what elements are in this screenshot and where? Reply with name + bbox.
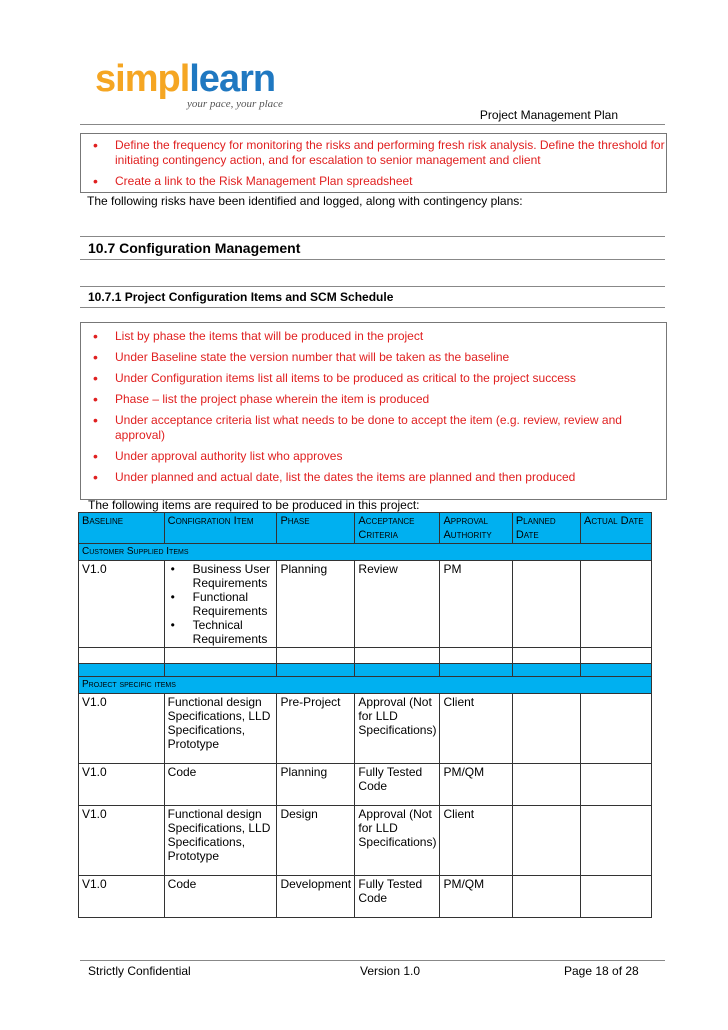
cell-planned-date bbox=[512, 694, 580, 764]
header-phase: Phase bbox=[277, 513, 355, 544]
cell-baseline: V1.0 bbox=[79, 561, 165, 648]
cell-authority: PM/QM bbox=[440, 876, 512, 918]
logo-simpl-text: simpl bbox=[95, 58, 190, 100]
cell-phase: Development bbox=[277, 876, 355, 918]
list-item: • Technical Requirements bbox=[168, 618, 274, 646]
footer-version: Version 1.0 bbox=[360, 964, 421, 978]
cell-authority: Client bbox=[440, 694, 512, 764]
header-divider bbox=[80, 124, 665, 125]
header-planned-date: Planned Date bbox=[512, 513, 580, 544]
risk-bullet-list bbox=[81, 138, 666, 189]
footer-page-number: Page 18 of 28 bbox=[564, 964, 639, 978]
cell-config-item: Functional design Specifications, LLD Specifications, Prototype bbox=[164, 806, 277, 876]
table-row bbox=[79, 561, 652, 648]
cell-config-item bbox=[164, 561, 277, 648]
cell-baseline: V1.0 bbox=[79, 694, 165, 764]
cell-authority: PM bbox=[440, 561, 512, 648]
cell-actual-date bbox=[581, 694, 652, 764]
cell-baseline: V1.0 bbox=[79, 806, 165, 876]
cell-planned-date bbox=[512, 806, 580, 876]
list-item: • Define the frequency for monitoring the risks and performing fresh risk analysis. Define the threshold for initiating contingency action, and for escalation to senior management and client bbox=[81, 138, 666, 168]
cell-criteria: Review bbox=[355, 561, 440, 648]
risk-instructions-box bbox=[80, 133, 667, 193]
cell-baseline: V1.0 bbox=[79, 876, 165, 918]
config-instructions-box bbox=[80, 322, 667, 500]
cell-planned-date bbox=[512, 764, 580, 806]
configuration-items-table bbox=[78, 512, 652, 918]
table-row bbox=[79, 876, 652, 918]
list-item: • Create a link to the Risk Management Plan spreadsheet bbox=[81, 174, 666, 189]
header-config-item: Configration Item bbox=[164, 513, 277, 544]
cell-authority: Client bbox=[440, 806, 512, 876]
cell-authority: PM/QM bbox=[440, 764, 512, 806]
config-item-list bbox=[168, 562, 274, 646]
document-title: Project Management Plan bbox=[479, 108, 618, 122]
list-item: • List by phase the items that will be produced in the project bbox=[81, 329, 666, 344]
cell-config-item: Code bbox=[164, 876, 277, 918]
config-bullet-list bbox=[81, 329, 666, 485]
cell-criteria: Fully Tested Code bbox=[355, 764, 440, 806]
cell-baseline: V1.0 bbox=[79, 764, 165, 806]
items-paragraph: The following items are required to be produced in this project: bbox=[88, 498, 420, 512]
list-item: • Under acceptance criteria list what needs to be done to accept the item (e.g. review, review and approval) bbox=[81, 413, 666, 443]
cell-phase: Planning bbox=[277, 764, 355, 806]
subsection-heading-box bbox=[80, 286, 665, 308]
cell-actual-date bbox=[581, 876, 652, 918]
cell-phase: Design bbox=[277, 806, 355, 876]
cell-criteria: Approval (Not for LLD Specifications) bbox=[355, 806, 440, 876]
list-item: • Phase – list the project phase wherein the item is produced bbox=[81, 392, 666, 407]
cell-planned-date bbox=[512, 876, 580, 918]
cell-criteria: Approval (Not for LLD Specifications) bbox=[355, 694, 440, 764]
footer-divider bbox=[80, 960, 665, 961]
section-heading: 10.7 Configuration Management bbox=[88, 240, 301, 256]
cell-actual-date bbox=[581, 764, 652, 806]
table-row bbox=[79, 764, 652, 806]
table-row bbox=[79, 694, 652, 764]
table-header-row bbox=[79, 513, 652, 544]
cell-config-item: Code bbox=[164, 764, 277, 806]
list-item: • Business User Requirements bbox=[168, 562, 274, 590]
cell-planned-date bbox=[512, 561, 580, 648]
header-actual-date: Actual Date bbox=[581, 513, 652, 544]
list-item: • Under Baseline state the version number that will be taken as the baseline bbox=[81, 350, 666, 365]
logo-tagline: your pace, your place bbox=[187, 98, 283, 110]
section-row-project bbox=[79, 677, 652, 694]
list-item: • Under planned and actual date, list the dates the items are planned and then produced bbox=[81, 470, 666, 485]
table-row-spacer bbox=[79, 664, 652, 677]
list-item: • Under Configuration items list all items to be produced as critical to the project success bbox=[81, 371, 666, 386]
subsection-heading: 10.7.1 Project Configuration Items and SCM Schedule bbox=[88, 290, 394, 304]
logo-learn-text: learn bbox=[189, 58, 276, 100]
cell-phase: Pre-Project bbox=[277, 694, 355, 764]
table-row-empty bbox=[79, 648, 652, 664]
footer-confidential: Strictly Confidential bbox=[88, 964, 191, 978]
cell-criteria: Fully Tested Code bbox=[355, 876, 440, 918]
cell-actual-date bbox=[581, 561, 652, 648]
header-acceptance-criteria: Acceptance Criteria bbox=[355, 513, 440, 544]
section-label: Customer Supplied Items bbox=[79, 544, 652, 561]
cell-phase: Planning bbox=[277, 561, 355, 648]
list-item: • Functional Requirements bbox=[168, 590, 274, 618]
section-label: Project specific items bbox=[79, 677, 652, 694]
cell-config-item: Functional design Specifications, LLD Specifications, Prototype bbox=[164, 694, 277, 764]
company-logo bbox=[95, 60, 315, 115]
header-approval-authority: Approval Authority bbox=[440, 513, 512, 544]
section-heading-box bbox=[80, 236, 665, 260]
header-baseline: Baseline bbox=[79, 513, 165, 544]
table-row bbox=[79, 806, 652, 876]
risk-paragraph: The following risks have been identified and logged, along with contingency plans: bbox=[87, 194, 523, 208]
cell-actual-date bbox=[581, 806, 652, 876]
section-row-customer bbox=[79, 544, 652, 561]
list-item: • Under approval authority list who approves bbox=[81, 449, 666, 464]
